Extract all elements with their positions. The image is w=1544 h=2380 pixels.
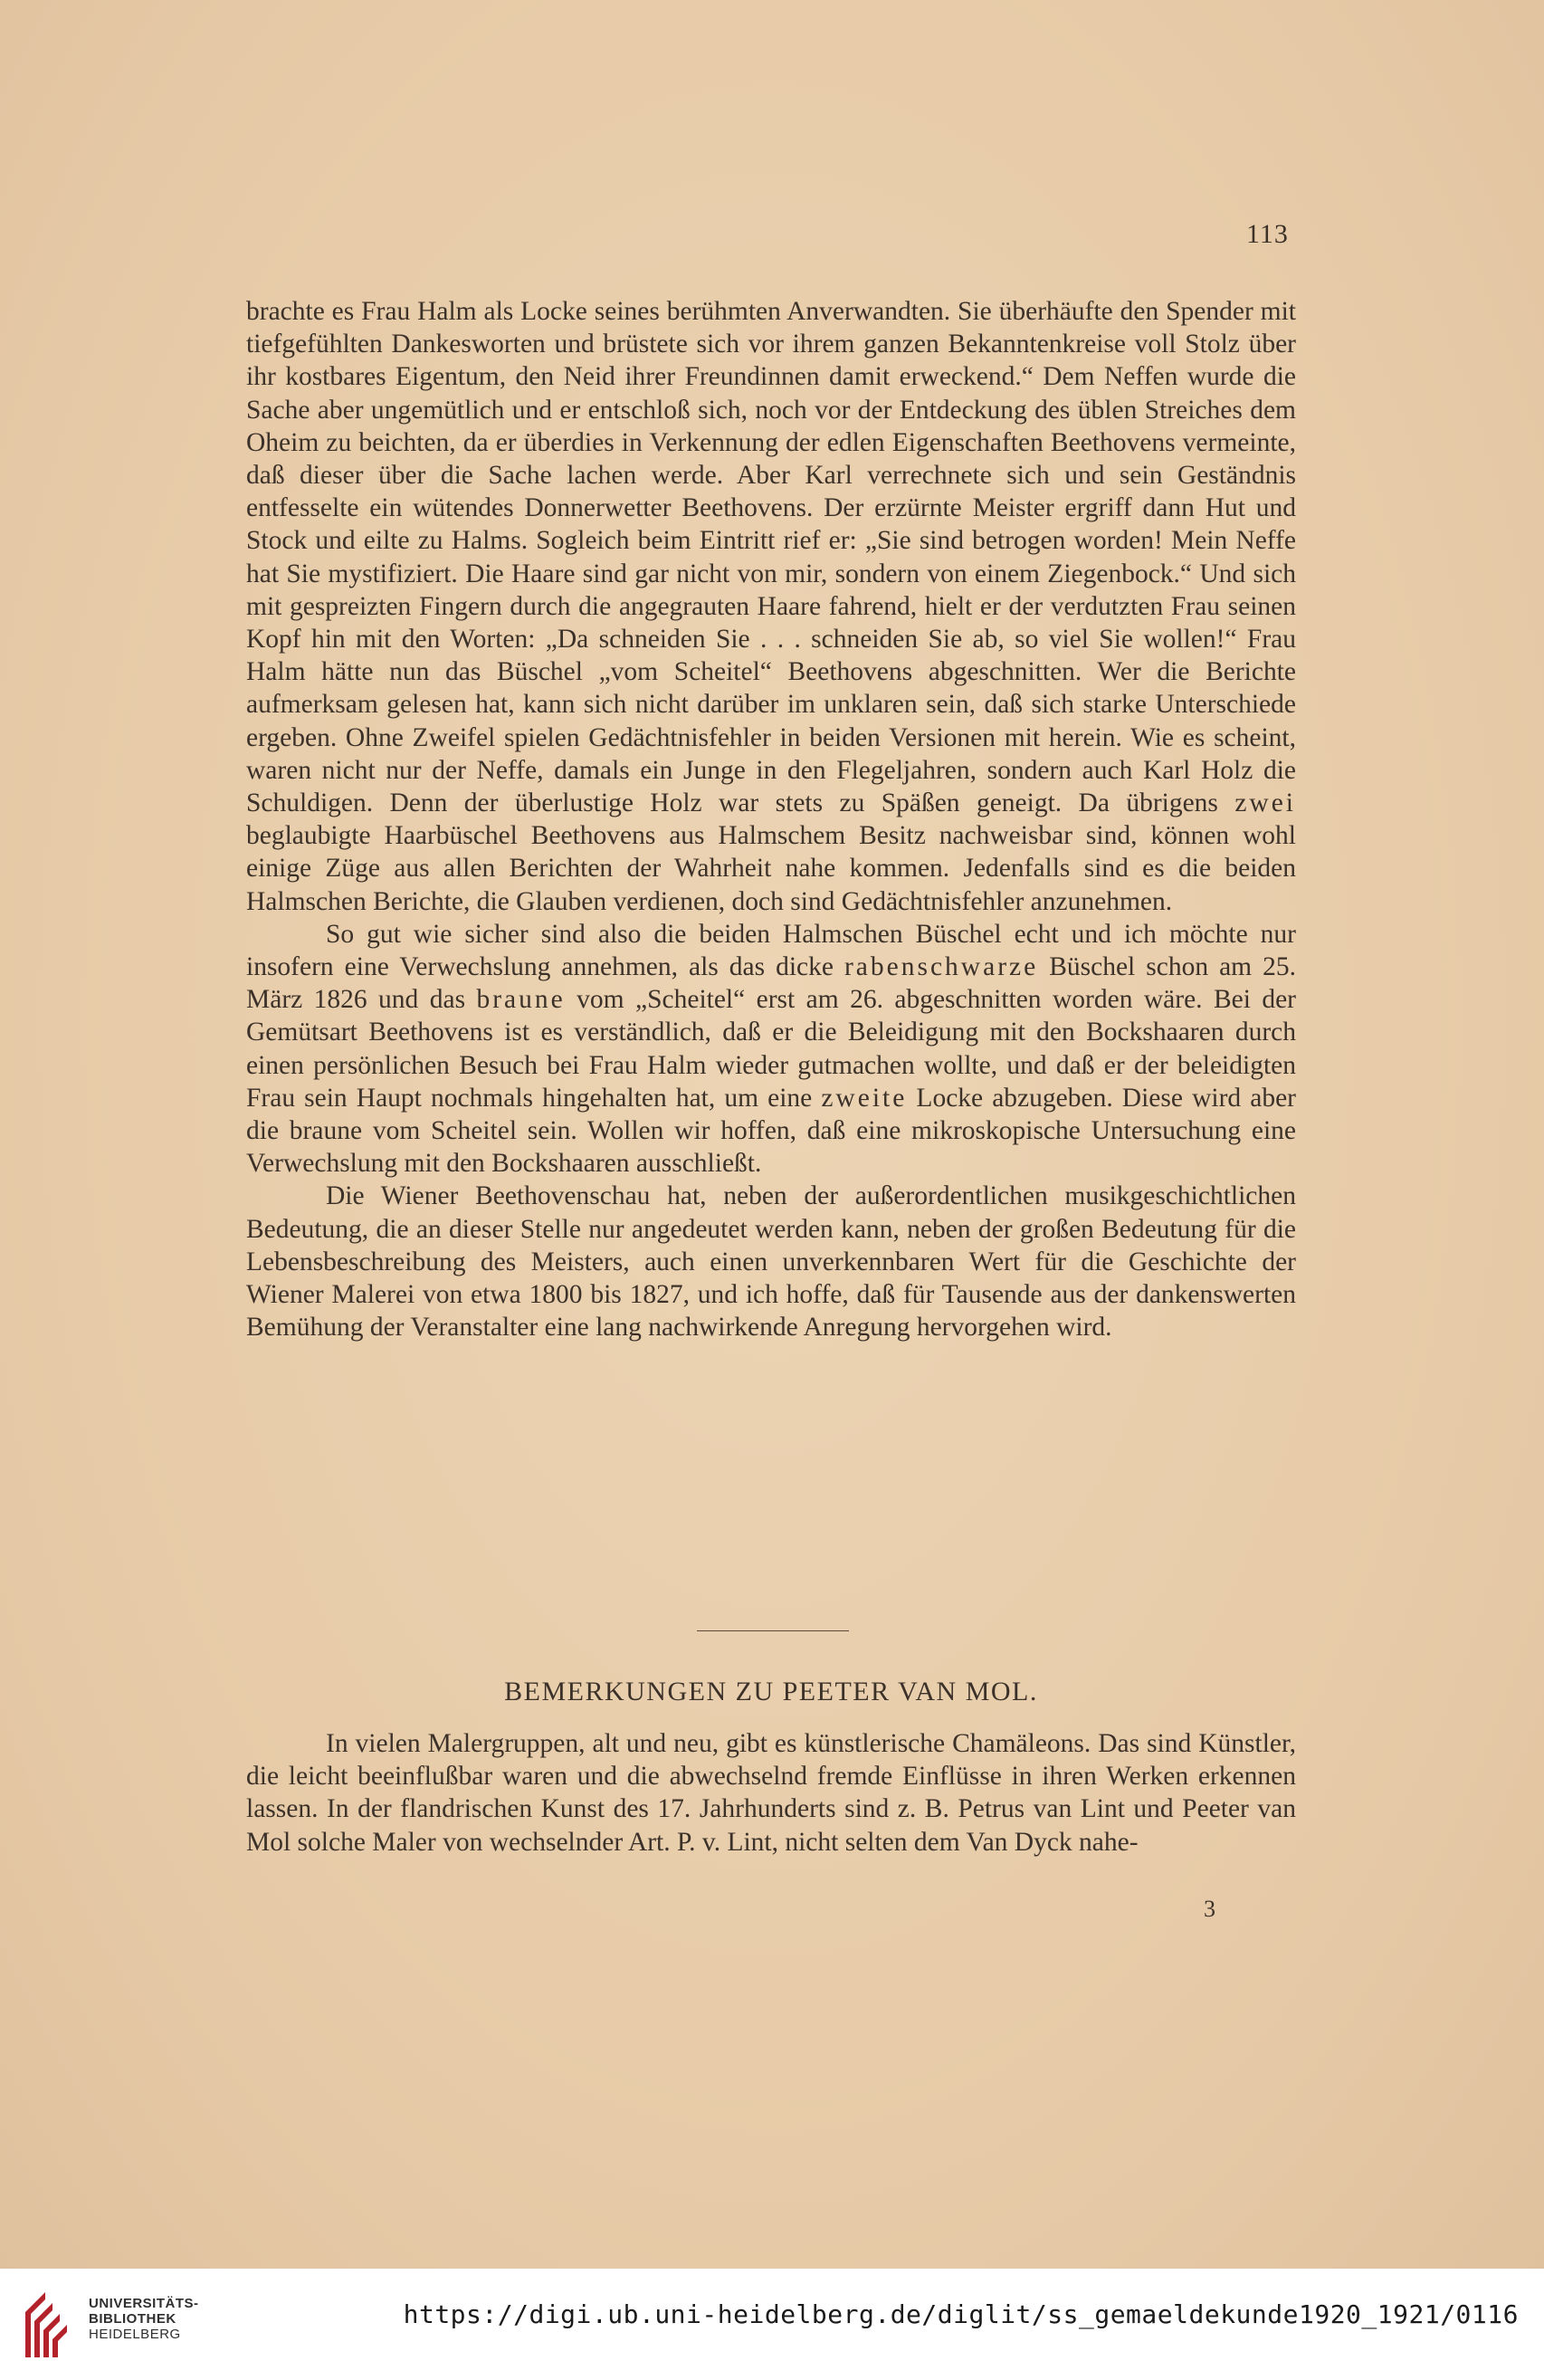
page-number: 113: [1246, 219, 1289, 249]
signature-mark: 3: [1204, 1896, 1215, 1922]
library-name: [89, 2296, 199, 2342]
text-run: beglaubigte Haarbüschel Beethovens aus Halmschem Besitz nachweisbar sind, können wohl einige Züge aus allen Berichten der Wahrheit nahe kommen. Jedenfalls sind es die beiden Halmschen Berichte, die Glauben verdienen, doch sind Gedächtnisfehler anzunehmen.: [246, 821, 1296, 916]
footer-bar: [0, 2269, 1544, 2380]
library-line: BIBLIOTHEK: [89, 2311, 176, 2327]
paragraph-2: [246, 918, 1296, 1180]
library-logo-icon: [18, 2285, 85, 2365]
emphasis-spaced: zwei: [1234, 789, 1296, 818]
paragraph-1: [246, 295, 1296, 918]
text-run: Büschel schon am 25. März 1826 und das: [246, 952, 1296, 1015]
emphasis-spaced: zweite: [821, 1083, 908, 1113]
emphasis-spaced: rabenschwarze: [843, 952, 1039, 982]
library-line: UNIVERSITÄTS-: [89, 2296, 199, 2311]
text-run: vom „Scheitel“ erst am 26. abgeschnitten worden wäre. Bei der Gemütsart Beethovens ist es verständlich, daß er die Beleidigung mit den Bockshaaren durch einen persönlichen Besuch bei Frau Halm wieder gutmachen wollte, und daß er der beleidigten Frau sein Haupt nochmals hingehalten hat, um eine: [246, 985, 1296, 1113]
section-divider: [697, 1630, 849, 1631]
text-run: Locke abzugeben. Diese wird aber die braune vom Scheitel sein. Wollen wir hoffen, daß eine mikroskopische Untersuchung eine Verwechslung mit den Bockshaaren ausschließt.: [246, 1083, 1296, 1179]
text-run: So gut wie sicher sind also die beiden Halmschen Büschel echt und ich möchte nur insofern eine Verwechslung annehmen, als das dicke: [246, 919, 1296, 982]
text-run: Die Wiener Beethovenschau hat, neben der außerordentlichen musikgeschichtlichen Bedeutung, die an dieser Stelle nur angedeutet werden kann, neben der großen Bedeutung für die Lebensbeschreibung des Meisters, auch einen unverkennbaren Wert für die Geschichte der Wiener Malerei von etwa 1800 bis 1827, und ich hoffe, daß für Tausende aus der dankenswerten Bemühung der Veranstalter eine lang nachwirkende Anregung hervorgehen wird.: [246, 1181, 1296, 1343]
section-text: [246, 1727, 1296, 1859]
source-url-link[interactable]: https://digi.ub.uni-heidelberg.de/diglit/ss_gemaeldekunde1920_1921/0116: [403, 2299, 1519, 2329]
section-heading: BEMERKUNGEN ZU PEETER VAN MOL.: [504, 1677, 1038, 1706]
section-paragraph: In vielen Malergruppen, alt und neu, gibt es künstlerische Chamäleons. Das sind Künstler, die leicht beeinflußbar waren und die abwechselnd fremde Einflüsse in ihren Werken erkennen lassen. In der flandrischen Kunst des 17. Jahrhunderts sind z. B. Petrus van Lint und Peeter van Mol solche Maler von wechselnder Art. P. v. Lint, nicht selten dem Van Dyck nahe-: [246, 1729, 1296, 1857]
library-line: HEIDELBERG: [89, 2327, 181, 2342]
emphasis-spaced: braune: [476, 985, 566, 1015]
text-run: brachte es Frau Halm als Locke seines berühmten Anverwandten. Sie überhäufte den Spender mit tiefgefühlten Dankesworten und brüstete sich vor ihrem ganzen Bekanntenkreise voll Stolz über ihr kostbares Eigentum, den Neid ihrer Freundinnen damit erweckend.“ Dem Neffen wurde die Sache aber ungemütlich und er entschloß sich, noch vor der Entdeckung des üblen Streiches dem Oheim zu beichten, da er überdies in Verkennung der edlen Eigenschaften Beethovens vermeinte, daß dieser über die Sache lachen werde. Aber Karl verrechnete sich und sein Geständnis entfesselte ein wütendes Donnerwetter Beethovens. Der erzürnte Meister ergriff dann Hut und Stock und eilte zu Halms. Sogleich beim Eintritt rief er: „Sie sind betrogen worden! Mein Neffe hat Sie mystifiziert. Die Haare sind gar nicht von mir, sondern von einem Ziegenbock.“ Und sich mit gespreizten Fingern durch die angegrauten Haare fahrend, hielt er der verdutzten Frau seinen Kopf hin mit den Worten: „Da schneiden Sie . . . schneiden Sie ab, so viel Sie wollen!“ Frau Halm hätte nun das Büschel „vom Scheitel“ Beethovens abgeschnitten. Wer die Berichte aufmerksam gelesen hat, kann sich nicht darüber im unklaren sein, daß sich starke Unterschiede ergeben. Ohne Zweifel spielen Gedächtnisfehler in beiden Versionen mit herein. Wie es scheint, waren nicht nur der Neffe, damals ein Junge in den Flegeljahren, sondern auch Karl Holz die Schuldigen. Denn der überlustige Holz war stets zu Späßen geneigt. Da übrigens: [246, 297, 1296, 818]
body-text: [246, 295, 1296, 1344]
paragraph-3: [246, 1180, 1296, 1343]
